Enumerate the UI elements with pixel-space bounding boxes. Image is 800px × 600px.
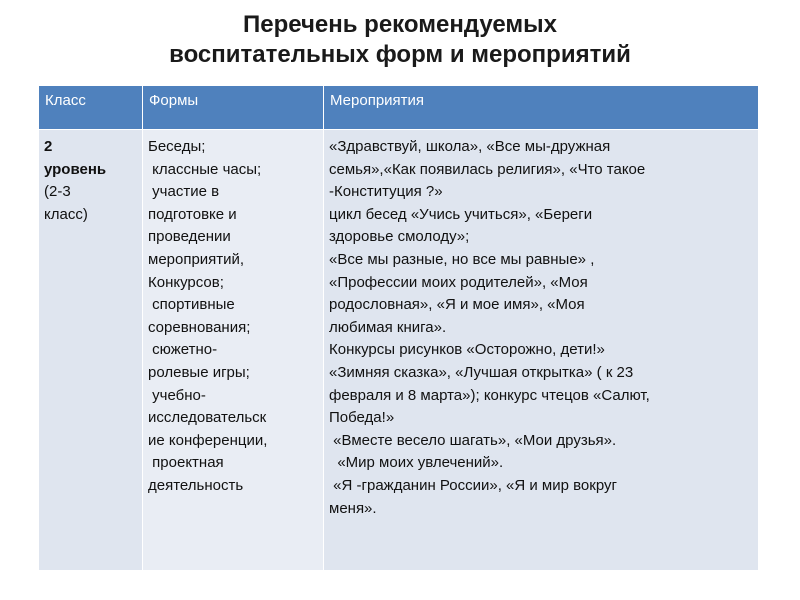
events-line: Конкурсы рисунков «Осторожно, дети!» [329, 341, 605, 359]
forms-line: Конкурсов; [148, 273, 224, 291]
class-level-word: уровень [44, 160, 107, 178]
header-forms: Формы [143, 86, 324, 130]
table-row [39, 130, 759, 571]
forms-line: ролевые игры; [148, 363, 250, 381]
forms-line: соревнования; [148, 318, 251, 336]
events-line: Победа!» [329, 409, 395, 427]
events-line: семья»,«Как появилась религия», «Что такое [329, 160, 646, 178]
events-cell [324, 130, 759, 571]
events-line: «Все мы разные, но все мы равные» , [329, 250, 595, 268]
forms-line: сюжетно- [148, 341, 218, 359]
events-line: «Профессии моих родителей», «Моя [329, 273, 588, 291]
header-events: Мероприятия [324, 86, 759, 130]
forms-line: учебно- [148, 386, 206, 404]
forms-line: исследовательск [148, 409, 267, 427]
forms-line: участие в [148, 183, 220, 201]
forms-line: ие конференции, [148, 431, 268, 449]
events-line: «Мир моих увлечений». [329, 454, 504, 472]
events-line: любимая книга». [329, 318, 447, 336]
events-line: родословная», «Я и мое имя», «Моя [329, 296, 585, 314]
class-cell [39, 130, 143, 571]
title-line-1: Перечень рекомендуемых [242, 11, 558, 38]
events-line: здоровье смолоду»; [329, 228, 470, 246]
activities-table [38, 85, 759, 571]
class-level: 2 [44, 138, 53, 155]
events-line: -Конституция ?» [329, 183, 443, 201]
class-range-2: класс) [44, 205, 88, 223]
header-class: Класс [39, 86, 143, 130]
forms-line: спортивные [148, 296, 235, 314]
events-line: «Вместе весело шагать», «Мои друзья». [329, 431, 617, 449]
forms-line: деятельность [148, 476, 244, 494]
forms-line: мероприятий, [148, 250, 245, 268]
page-title [0, 10, 800, 70]
events-line: цикл бесед «Учись учиться», «Береги [329, 205, 593, 223]
forms-cell [143, 130, 324, 571]
table-header-row [39, 86, 759, 130]
events-line: «Я -гражданин России», «Я и мир вокруг [329, 476, 617, 494]
forms-line: проектная [148, 454, 224, 472]
title-line-2: воспитательных форм и мероприятий [169, 41, 631, 68]
forms-line: подготовке и [148, 205, 237, 223]
class-range-1: (2-3 [44, 183, 71, 201]
events-line: февраля и 8 марта»); конкурс чтецов «Салют, [329, 386, 650, 404]
events-line: «Зимняя сказка», «Лучшая открытка» ( к 23 [329, 363, 634, 381]
forms-line: Беседы; [148, 138, 206, 155]
forms-line: классные часы; [148, 160, 262, 178]
events-line: меня». [329, 499, 377, 517]
forms-line: проведении [148, 228, 231, 246]
events-line: «Здравствуй, школа», «Все мы-дружная [329, 138, 611, 155]
